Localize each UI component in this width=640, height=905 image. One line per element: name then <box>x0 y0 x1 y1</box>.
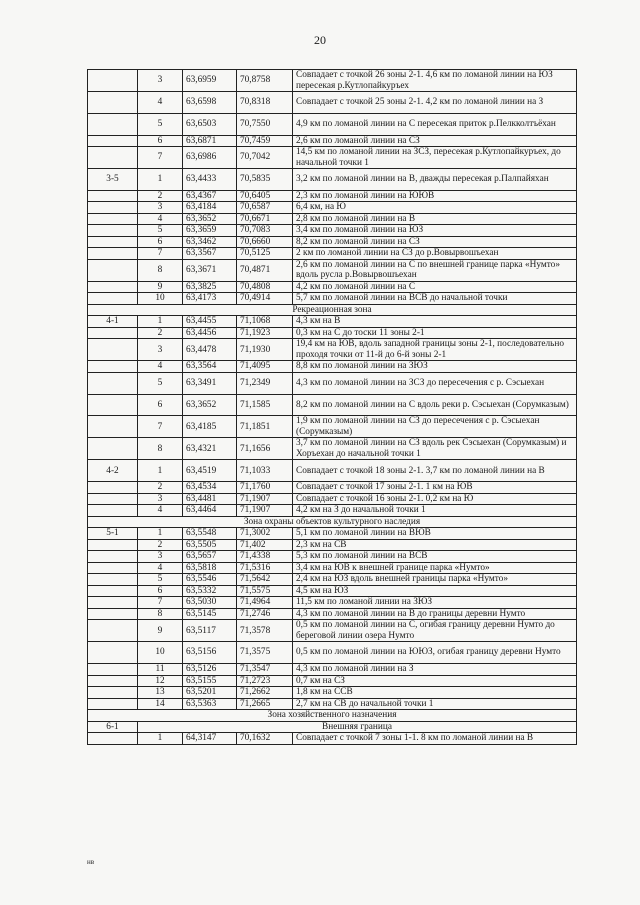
latitude-cell: 63,5505 <box>183 539 237 551</box>
zone-cell <box>88 281 138 293</box>
longitude-cell: 70,7459 <box>237 135 293 147</box>
description-cell: 14,5 км по ломаной линии на ЗСЗ, пересекая р.Кутлопайкуръех, до начальной точки 1 <box>293 147 577 169</box>
point-cell: 5 <box>138 574 183 586</box>
longitude-cell: 71,1656 <box>237 438 293 460</box>
description-cell: 3,7 км по ломаной линии на СЗ вдоль рек Сэсыехан (Сорумказым) и Хоръехан до начальной точки 1 <box>293 438 577 460</box>
point-cell: 9 <box>138 281 183 293</box>
point-cell: 3 <box>138 339 183 361</box>
description-cell: 0,5 км по ломаной линии на ЮЮЗ, огибая границу деревни Нумто <box>293 642 577 664</box>
description-cell: 19,4 км на ЮВ, вдоль западной границы зоны 2-1, последовательно проходя точки от 11-й до 6-й зоны 2-1 <box>293 339 577 361</box>
longitude-cell: 71,2723 <box>237 675 293 687</box>
latitude-cell: 63,4481 <box>183 493 237 505</box>
description-cell: 2,3 км по ломаной линии на ЮЮВ <box>293 190 577 202</box>
latitude-cell: 63,4534 <box>183 482 237 494</box>
table-row <box>88 327 577 339</box>
description-cell: Совпадает с точкой 25 зоны 2-1. 4,2 км по ломаной линии на З <box>293 92 577 114</box>
point-cell: 10 <box>138 293 183 305</box>
longitude-cell: 71,1907 <box>237 493 293 505</box>
longitude-cell: 71,5575 <box>237 585 293 597</box>
longitude-cell: 71,1068 <box>237 316 293 328</box>
description-cell: 5,1 км по ломаной линии на ВЮВ <box>293 528 577 540</box>
zone-cell <box>88 438 138 460</box>
zone-cell <box>88 293 138 305</box>
zone-cell: 3-5 <box>88 169 138 191</box>
point-cell: 2 <box>138 190 183 202</box>
table-row <box>88 687 577 699</box>
zone-cell <box>88 416 138 438</box>
point-cell: 9 <box>138 620 183 642</box>
point-cell: 3 <box>138 70 183 92</box>
table-row <box>88 281 577 293</box>
description-cell: Совпадает с точкой 18 зоны 2-1. 3,7 км по ломаной линии на В <box>293 460 577 482</box>
table-row <box>88 597 577 609</box>
section-title: Рекреационная зона <box>88 304 577 316</box>
zone-cell <box>88 585 138 597</box>
latitude-cell: 63,5117 <box>183 620 237 642</box>
longitude-cell: 70,1632 <box>237 733 293 745</box>
latitude-cell: 63,4519 <box>183 460 237 482</box>
zone-cell <box>88 608 138 620</box>
description-cell: 2,4 км на ЮЗ вдоль внешней границы парка «Нумто» <box>293 574 577 586</box>
latitude-cell: 63,4185 <box>183 416 237 438</box>
table-row <box>88 585 577 597</box>
zone-cell <box>88 562 138 574</box>
longitude-cell: 71,1907 <box>237 505 293 517</box>
zone-cell <box>88 361 138 373</box>
longitude-cell: 71,1930 <box>237 339 293 361</box>
section-header-row <box>88 710 577 722</box>
zone-cell <box>88 574 138 586</box>
point-cell: 1 <box>138 460 183 482</box>
description-cell: 5,7 км по ломаной линии на ВСВ до начальной точки <box>293 293 577 305</box>
subsection-title: Внешняя граница <box>138 721 577 733</box>
table-row <box>88 113 577 135</box>
point-cell: 13 <box>138 687 183 699</box>
point-cell: 5 <box>138 113 183 135</box>
latitude-cell: 64,3147 <box>183 733 237 745</box>
zone-cell <box>88 482 138 494</box>
table-row <box>88 664 577 676</box>
point-cell: 3 <box>138 551 183 563</box>
table-row <box>88 190 577 202</box>
zone-cell <box>88 505 138 517</box>
zone-cell <box>88 493 138 505</box>
table-row <box>88 213 577 225</box>
point-cell: 4 <box>138 505 183 517</box>
latitude-cell: 63,5548 <box>183 528 237 540</box>
point-cell: 5 <box>138 225 183 237</box>
latitude-cell: 63,5818 <box>183 562 237 574</box>
zone-cell <box>88 236 138 248</box>
zone-cell <box>88 259 138 281</box>
longitude-cell: 70,4914 <box>237 293 293 305</box>
latitude-cell: 63,6959 <box>183 70 237 92</box>
table-row <box>88 248 577 260</box>
point-cell: 6 <box>138 135 183 147</box>
longitude-cell: 70,7550 <box>237 113 293 135</box>
zone-cell <box>88 202 138 214</box>
table-row <box>88 70 577 92</box>
table-row <box>88 236 577 248</box>
latitude-cell: 63,4184 <box>183 202 237 214</box>
longitude-cell: 70,4871 <box>237 259 293 281</box>
longitude-cell: 70,6660 <box>237 236 293 248</box>
zone-cell: 4-1 <box>88 316 138 328</box>
longitude-cell: 71,4095 <box>237 361 293 373</box>
zone-cell <box>88 733 138 745</box>
latitude-cell: 63,4455 <box>183 316 237 328</box>
longitude-cell: 71,3575 <box>237 642 293 664</box>
point-cell: 14 <box>138 698 183 710</box>
zone-cell <box>88 372 138 394</box>
description-cell: 0,3 км на С до тоски 11 зоны 2-1 <box>293 327 577 339</box>
table-row <box>88 293 577 305</box>
longitude-cell: 70,6405 <box>237 190 293 202</box>
longitude-cell: 71,3002 <box>237 528 293 540</box>
zone-cell <box>88 675 138 687</box>
description-cell: 4,2 км по ломаной линии на С <box>293 281 577 293</box>
zone-cell <box>88 147 138 169</box>
table-row <box>88 620 577 642</box>
point-cell: 12 <box>138 675 183 687</box>
table-row <box>88 551 577 563</box>
description-cell: 3,4 км на ЮВ к внешней границе парка «Нумто» <box>293 562 577 574</box>
description-cell: 4,3 км по ломаной линии на З <box>293 664 577 676</box>
longitude-cell: 70,4808 <box>237 281 293 293</box>
latitude-cell: 63,3671 <box>183 259 237 281</box>
longitude-cell: 71,4338 <box>237 551 293 563</box>
table-row <box>88 225 577 237</box>
table-row <box>88 202 577 214</box>
longitude-cell: 71,402 <box>237 539 293 551</box>
description-cell: 4,3 км по ломаной линии на В до границы деревни Нумто <box>293 608 577 620</box>
latitude-cell: 63,5126 <box>183 664 237 676</box>
latitude-cell: 63,4456 <box>183 327 237 339</box>
latitude-cell: 63,4433 <box>183 169 237 191</box>
description-cell: 0,5 км по ломаной линии на С, огибая границу деревни Нумто до береговой линии озера Нумто <box>293 620 577 642</box>
latitude-cell: 63,5155 <box>183 675 237 687</box>
latitude-cell: 63,5657 <box>183 551 237 563</box>
longitude-cell: 70,8318 <box>237 92 293 114</box>
longitude-cell: 70,5125 <box>237 248 293 260</box>
point-cell: 2 <box>138 539 183 551</box>
longitude-cell: 71,2662 <box>237 687 293 699</box>
zone-cell <box>88 642 138 664</box>
zone-cell <box>88 92 138 114</box>
table-row <box>88 493 577 505</box>
zone-cell <box>88 70 138 92</box>
latitude-cell: 63,5201 <box>183 687 237 699</box>
description-cell: 2,6 км по ломаной линии на С по внешней границе парка «Нумто» вдоль русла р.Вовырвошъехан <box>293 259 577 281</box>
longitude-cell: 70,7042 <box>237 147 293 169</box>
table-body <box>88 70 577 745</box>
table-row <box>88 259 577 281</box>
table-row <box>88 416 577 438</box>
point-cell: 2 <box>138 327 183 339</box>
description-cell: 8,8 км по ломаной линии на ЗЮЗ <box>293 361 577 373</box>
table-row <box>88 438 577 460</box>
description-cell: 6,4 км, на Ю <box>293 202 577 214</box>
point-cell: 7 <box>138 416 183 438</box>
description-cell: Совпадает с точкой 17 зоны 2-1. 1 км на ЮВ <box>293 482 577 494</box>
longitude-cell: 70,6587 <box>237 202 293 214</box>
latitude-cell: 63,4464 <box>183 505 237 517</box>
longitude-cell: 70,6671 <box>237 213 293 225</box>
latitude-cell: 63,6598 <box>183 92 237 114</box>
description-cell: 2,7 км на СВ до начальной точки 1 <box>293 698 577 710</box>
footer-mark: нв <box>87 858 95 866</box>
zone-cell <box>88 620 138 642</box>
point-cell: 6 <box>138 585 183 597</box>
zone-cell <box>88 664 138 676</box>
table-row <box>88 482 577 494</box>
description-cell: Совпадает с точкой 26 зоны 2-1. 4,6 км по ломаной линии на ЮЗ пересекая р.Кутлопайкуръех <box>293 70 577 92</box>
zone-cell: 4-2 <box>88 460 138 482</box>
point-cell: 8 <box>138 259 183 281</box>
latitude-cell: 63,3567 <box>183 248 237 260</box>
latitude-cell: 63,5363 <box>183 698 237 710</box>
table-row <box>88 528 577 540</box>
table-row <box>88 505 577 517</box>
description-cell: Совпадает с точкой 16 зоны 2-1. 0,2 км на Ю <box>293 493 577 505</box>
longitude-cell: 71,2746 <box>237 608 293 620</box>
point-cell: 1 <box>138 316 183 328</box>
latitude-cell: 63,4321 <box>183 438 237 460</box>
point-cell: 7 <box>138 248 183 260</box>
zone-cell <box>88 190 138 202</box>
description-cell: 11,5 км по ломаной линии на ЗЮЗ <box>293 597 577 609</box>
latitude-cell: 63,6503 <box>183 113 237 135</box>
table-row <box>88 339 577 361</box>
longitude-cell: 71,5316 <box>237 562 293 574</box>
longitude-cell: 70,8758 <box>237 70 293 92</box>
description-cell: 4,3 км на В <box>293 316 577 328</box>
point-cell: 1 <box>138 733 183 745</box>
zone-cell <box>88 687 138 699</box>
zone-cell <box>88 698 138 710</box>
longitude-cell: 71,3578 <box>237 620 293 642</box>
description-cell: 4,9 км по ломаной линии на С пересекая приток р.Пелкколтъёхан <box>293 113 577 135</box>
latitude-cell: 63,4367 <box>183 190 237 202</box>
table-row <box>88 316 577 328</box>
section-title: Зона хозяйственного назначения <box>88 710 577 722</box>
zone-cell <box>88 135 138 147</box>
latitude-cell: 63,3491 <box>183 372 237 394</box>
table-row <box>88 169 577 191</box>
point-cell: 4 <box>138 213 183 225</box>
longitude-cell: 70,7083 <box>237 225 293 237</box>
zone-cell <box>88 597 138 609</box>
point-cell: 6 <box>138 394 183 416</box>
latitude-cell: 63,3652 <box>183 213 237 225</box>
zone-cell <box>88 213 138 225</box>
description-cell: Совпадает с точкой 7 зоны 1-1. 8 км по ломаной линии на В <box>293 733 577 745</box>
latitude-cell: 63,5156 <box>183 642 237 664</box>
longitude-cell: 71,1923 <box>237 327 293 339</box>
point-cell: 5 <box>138 372 183 394</box>
description-cell: 1,9 км по ломаной линии на СЗ до пересечения с р. Сэсыехан (Сорумказым) <box>293 416 577 438</box>
section-header-row <box>88 304 577 316</box>
zone-cell <box>88 327 138 339</box>
longitude-cell: 71,5642 <box>237 574 293 586</box>
latitude-cell: 63,4173 <box>183 293 237 305</box>
page-number: 20 <box>314 33 326 47</box>
point-cell: 7 <box>138 147 183 169</box>
point-cell: 6 <box>138 236 183 248</box>
longitude-cell: 71,2665 <box>237 698 293 710</box>
longitude-cell: 71,3547 <box>237 664 293 676</box>
table-row <box>88 574 577 586</box>
latitude-cell: 63,3825 <box>183 281 237 293</box>
description-cell: 2,6 км по ломаной линии на СЗ <box>293 135 577 147</box>
table-row <box>88 608 577 620</box>
point-cell: 1 <box>138 169 183 191</box>
longitude-cell: 70,5835 <box>237 169 293 191</box>
latitude-cell: 63,6871 <box>183 135 237 147</box>
description-cell: 4,3 км по ломаной линии на ЗСЗ до пересечения с р. Сэсыехан <box>293 372 577 394</box>
table-row <box>88 394 577 416</box>
latitude-cell: 63,3659 <box>183 225 237 237</box>
zone-cell <box>88 113 138 135</box>
section-header-row <box>88 516 577 528</box>
description-cell: 4,5 км на ЮЗ <box>293 585 577 597</box>
latitude-cell: 63,5030 <box>183 597 237 609</box>
table-row <box>88 135 577 147</box>
longitude-cell: 71,1585 <box>237 394 293 416</box>
point-cell: 2 <box>138 482 183 494</box>
description-cell: 2 км по ломаной линии на СЗ до р.Вовырвошъехан <box>293 248 577 260</box>
table-row <box>88 460 577 482</box>
table-row <box>88 642 577 664</box>
table-row <box>88 733 577 745</box>
longitude-cell: 71,1851 <box>237 416 293 438</box>
point-cell: 3 <box>138 493 183 505</box>
section-title: Зона охраны объектов культурного наследия <box>88 516 577 528</box>
zone-cell <box>88 394 138 416</box>
table-row <box>88 698 577 710</box>
latitude-cell: 63,3564 <box>183 361 237 373</box>
subsection-header-row <box>88 721 577 733</box>
zone-cell <box>88 539 138 551</box>
latitude-cell: 63,3462 <box>183 236 237 248</box>
zone-cell: 6-1 <box>88 721 138 733</box>
point-cell: 7 <box>138 597 183 609</box>
description-cell: 2,8 км по ломаной линии на В <box>293 213 577 225</box>
point-cell: 3 <box>138 202 183 214</box>
point-cell: 4 <box>138 92 183 114</box>
point-cell: 4 <box>138 562 183 574</box>
description-cell: 8,2 км по ломаной линии на СЗ <box>293 236 577 248</box>
description-cell: 8,2 км по ломаной линии на С вдоль реки р. Сэсыехан (Сорумказым) <box>293 394 577 416</box>
table-row <box>88 539 577 551</box>
longitude-cell: 71,4964 <box>237 597 293 609</box>
description-cell: 2,3 км на СВ <box>293 539 577 551</box>
longitude-cell: 71,2349 <box>237 372 293 394</box>
zone-cell: 5-1 <box>88 528 138 540</box>
point-cell: 11 <box>138 664 183 676</box>
point-cell: 8 <box>138 608 183 620</box>
zone-cell <box>88 225 138 237</box>
longitude-cell: 71,1033 <box>237 460 293 482</box>
zone-cell <box>88 339 138 361</box>
latitude-cell: 63,5546 <box>183 574 237 586</box>
latitude-cell: 63,6986 <box>183 147 237 169</box>
description-cell: 1,8 км на ССВ <box>293 687 577 699</box>
table-row <box>88 361 577 373</box>
latitude-cell: 63,5145 <box>183 608 237 620</box>
point-cell: 4 <box>138 361 183 373</box>
table-row <box>88 147 577 169</box>
latitude-cell: 63,5332 <box>183 585 237 597</box>
description-cell: 3,4 км по ломаной линии на ЮЗ <box>293 225 577 237</box>
description-cell: 0,7 км на СЗ <box>293 675 577 687</box>
description-cell: 4,2 км на З до начальной точки 1 <box>293 505 577 517</box>
point-cell: 8 <box>138 438 183 460</box>
description-cell: 5,3 км по ломаной линии на ВСВ <box>293 551 577 563</box>
point-cell: 1 <box>138 528 183 540</box>
longitude-cell: 71,1760 <box>237 482 293 494</box>
latitude-cell: 63,4478 <box>183 339 237 361</box>
table-row <box>88 372 577 394</box>
zone-cell <box>88 551 138 563</box>
point-cell: 10 <box>138 642 183 664</box>
zone-cell <box>88 248 138 260</box>
coordinates-table <box>87 69 577 745</box>
table-row <box>88 562 577 574</box>
description-cell: 3,2 км по ломаной линии на В, дважды пересекая р.Палпайяхан <box>293 169 577 191</box>
latitude-cell: 63,3652 <box>183 394 237 416</box>
table-row <box>88 675 577 687</box>
table-row <box>88 92 577 114</box>
